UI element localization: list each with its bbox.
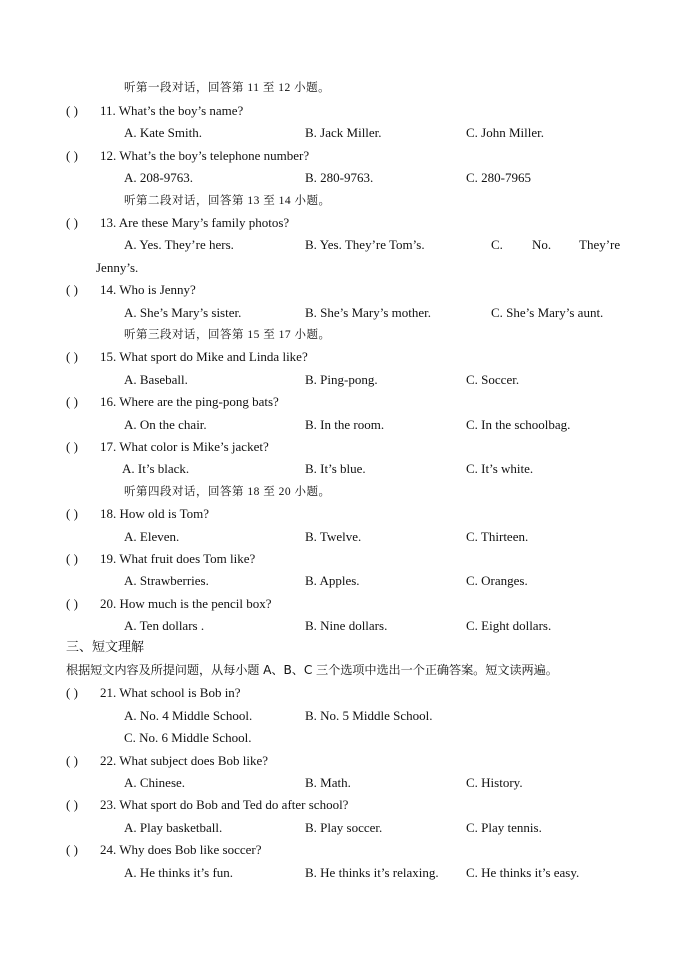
option-b: B. Apples.: [305, 573, 360, 588]
answer-blank: ( ): [66, 103, 78, 118]
option-c: C. Eight dollars.: [466, 618, 552, 633]
option-a: A. She’s Mary’s sister.: [124, 305, 242, 320]
question-stem: 16. Where are the ping-pong bats?: [100, 394, 279, 409]
option-a: A. Strawberries.: [124, 573, 209, 588]
answer-blank: ( ): [66, 797, 78, 812]
question-stem: 18. How old is Tom?: [100, 506, 209, 521]
option-c: C. Soccer.: [466, 372, 520, 387]
option-c: C. He thinks it’s easy.: [466, 865, 580, 880]
question-stem: 17. What color is Mike’s jacket?: [100, 439, 269, 454]
question-stem: 20. How much is the pencil box?: [100, 596, 272, 611]
answer-blank: ( ): [66, 148, 78, 163]
question-stem: 24. Why does Bob like soccer?: [100, 842, 262, 857]
answer-blank: ( ): [66, 551, 78, 566]
option-b: B. No. 5 Middle School.: [305, 708, 433, 723]
answer-blank: ( ): [66, 349, 78, 364]
option-c-word: No.: [532, 237, 552, 252]
option-a: A. 208-9763.: [124, 170, 193, 185]
answer-blank: ( ): [66, 215, 78, 230]
option-b: B. Ping-pong.: [305, 372, 378, 387]
listening-instruction-3: 听第三段对话，回答第 15 至 17 小题。: [124, 329, 331, 341]
section-instruction: 根据短文内容及所提问题，从每小题 A、B、C 三个选项中选出一个正确答案。短文读两遍。: [66, 663, 558, 677]
option-b: B. Math.: [305, 775, 351, 790]
option-b: B. It’s blue.: [305, 461, 366, 476]
option-c: C. No. 6 Middle School.: [124, 730, 252, 745]
option-a: A. Baseball.: [124, 372, 188, 387]
question-stem: 21. What school is Bob in?: [100, 685, 241, 700]
listening-instruction-4: 听第四段对话，回答第 18 至 20 小题。: [124, 486, 331, 498]
listening-instruction-2: 听第二段对话，回答第 13 至 14 小题。: [124, 195, 331, 207]
option-b: B. In the room.: [305, 417, 385, 432]
option-a: A. Ten dollars .: [124, 618, 205, 633]
option-c-word: They’re: [579, 237, 621, 252]
option-c: C. John Miller.: [466, 125, 545, 140]
question-stem: 13. Are these Mary’s family photos?: [100, 215, 290, 230]
option-a: A. It’s black.: [122, 461, 190, 476]
option-c-continuation: Jenny’s.: [96, 260, 139, 275]
question-stem: 23. What sport do Bob and Ted do after school?: [100, 797, 349, 812]
option-c: C. She’s Mary’s aunt.: [491, 305, 604, 320]
option-b: B. Twelve.: [305, 529, 362, 544]
option-a: A. Chinese.: [124, 775, 186, 790]
question-stem: 12. What’s the boy’s telephone number?: [100, 148, 310, 163]
question-stem: 22. What subject does Bob like?: [100, 753, 269, 768]
section-title: 三、短文理解: [66, 640, 145, 655]
option-c: C. It’s white.: [466, 461, 534, 476]
answer-blank: ( ): [66, 506, 78, 521]
question-stem: 14. Who is Jenny?: [100, 282, 196, 297]
option-a: A. Play basketball.: [124, 820, 223, 835]
option-b: B. She’s Mary’s mother.: [305, 305, 432, 320]
option-a: A. Eleven.: [124, 529, 180, 544]
option-b: B. He thinks it’s relaxing.: [305, 865, 439, 880]
question-stem: 11. What’s the boy’s name?: [100, 103, 244, 118]
option-b: B. Yes. They’re Tom’s.: [305, 237, 425, 252]
option-a: A. Kate Smith.: [124, 125, 202, 140]
option-a: A. No. 4 Middle School.: [124, 708, 253, 723]
option-a: A. He thinks it’s fun.: [124, 865, 234, 880]
option-c-letter: C.: [491, 237, 503, 252]
answer-blank: ( ): [66, 282, 78, 297]
option-c: C. Play tennis.: [466, 820, 542, 835]
option-b: B. Nine dollars.: [305, 618, 388, 633]
answer-blank: ( ): [66, 394, 78, 409]
question-stem: 19. What fruit does Tom like?: [100, 551, 256, 566]
listening-instruction-1: 听第一段对话，回答第 11 至 12 小题。: [124, 82, 331, 94]
answer-blank: ( ): [66, 685, 78, 700]
answer-blank: ( ): [66, 439, 78, 454]
option-a: A. Yes. They’re hers.: [124, 237, 234, 252]
option-c: C. In the schoolbag.: [466, 417, 571, 432]
answer-blank: ( ): [66, 753, 78, 768]
option-a: A. On the chair.: [124, 417, 207, 432]
option-c: C. History.: [466, 775, 523, 790]
answer-blank: ( ): [66, 596, 78, 611]
option-c: C. Thirteen.: [466, 529, 529, 544]
question-stem: 15. What sport do Mike and Linda like?: [100, 349, 308, 364]
answer-blank: ( ): [66, 842, 78, 857]
option-c: C. 280-7965: [466, 170, 531, 185]
option-c: C. Oranges.: [466, 573, 528, 588]
option-b: B. Play soccer.: [305, 820, 383, 835]
option-b: B. Jack Miller.: [305, 125, 382, 140]
option-b: B. 280-9763.: [305, 170, 374, 185]
